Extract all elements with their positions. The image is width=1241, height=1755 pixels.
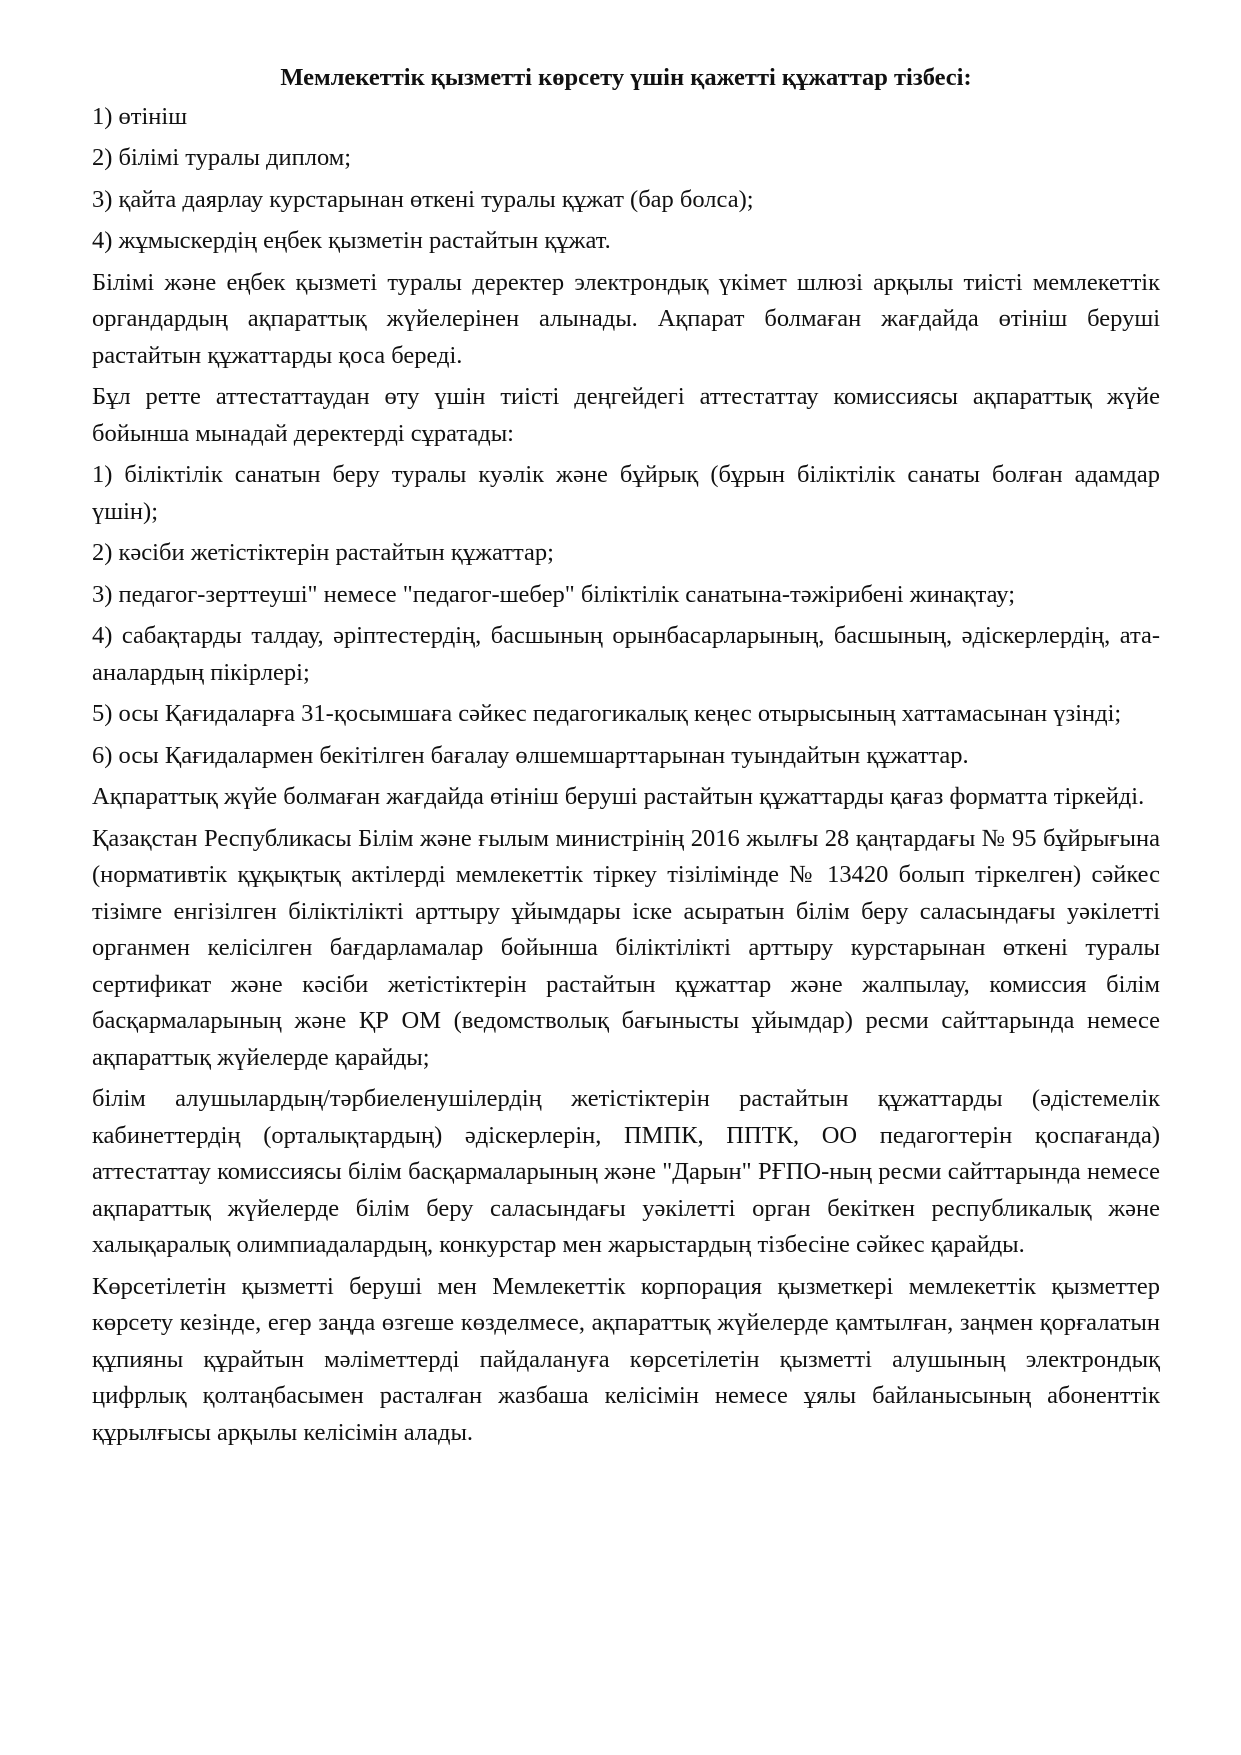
- list-item: 6) осы Қағидалармен бекітілген бағалау өлшемшарттарынан туындайтын құжаттар.: [92, 741, 969, 769]
- list-item: 4) жұмыскердің еңбек қызметін растайтын құжат.: [92, 227, 611, 254]
- list-item: 5) осы Қағидаларға 31-қосымшаға сәйкес педагогикалық кеңес отырысының хаттамасынан үзінді;: [92, 700, 1122, 727]
- list-item: 3) педагог-зерттеуші" немесе "педагог-шебер" біліктілік санатына-тәжірибені жинақтау;: [92, 580, 1016, 608]
- attestation-documents-list: [92, 457, 1160, 774]
- paragraph-consent: Көрсетілетін қызметті беруші мен Мемлекеттік корпорация қызметкері мемлекеттік қызметтер көрсету кезінде, егер заңда өзгеше көзделмесе, ақпараттық жүйелерде қамтылған, заңмен қорғалатын құпияны құрайтын мәліметтерді пайдалануға көрсетілетін қызметті алушының электрондық цифрлық қолтаңбасымен расталған жазбаша келісімін немесе ұялы байланысының абоненттік құрылғысы арқылы келісімін алады.: [92, 1272, 1160, 1446]
- list-item: 3) қайта даярлау курстарынан өткені туралы құжат (бар болса);: [92, 185, 754, 213]
- paragraph-data-sources: Білімі және еңбек қызметі туралы деректер электрондық үкімет шлюзі арқылы тиісті мемлекеттік органдардың ақпараттық жүйелерінен алынады. Ақпарат болмаған жағдайда өтініш беруші растайтын құжаттарды қоса береді.: [92, 268, 1160, 369]
- paragraph-attestation-request: Бұл ретте аттестаттаудан өту үшін тиісті деңгейдегі аттестаттау комиссиясы ақпараттық жүйе бойынша мынадай деректерді сұратады:: [92, 383, 1160, 447]
- paragraph-student-achievements: білім алушылардың/тәрбиеленушілердің жетістіктерін растайтын құжаттарды (әдістемелік кабинеттердің (орталықтардың) әдіскерлерін, ПМПК, ППТК, ОО педагогтерін қоспағанда) аттестаттау комиссиясы білім басқармаларының және "Дарын" РҒПО-ның ресми сайттарында немесе ақпараттық жүйелерде білім беру саласындағы уәкілетті орган бекіткен республикалық және халықаралық олимпиадалардың, конкурстар мен жарыстардың тізбесіне сәйкес қарайды.: [92, 1085, 1160, 1258]
- list-item: 4) сабақтарды талдау, әріптестердің, басшының орынбасарларының, басшының, әдіскерлердің, ата-аналардың пікірлері;: [92, 622, 1160, 686]
- list-item: 1) өтініш: [92, 102, 188, 130]
- list-item: 1) біліктілік санатын беру туралы куәлік және бұйрық (бұрын біліктілік санаты болған адамдар үшін);: [92, 461, 1160, 525]
- list-item: 2) білімі туралы диплом;: [92, 144, 352, 171]
- document-title: Мемлекеттік қызметті көрсету үшін қажетті құжаттар тізбесі:: [280, 64, 972, 91]
- list-item: 2) кәсіби жетістіктерін растайтын құжаттар;: [92, 539, 554, 566]
- required-documents-list: [92, 99, 1160, 260]
- paragraph-paper-format: Ақпараттық жүйе болмаған жағдайда өтініш беруші растайтын құжаттарды қағаз форматта тіркейді.: [92, 783, 1145, 810]
- paragraph-ministry-order: Қазақстан Республикасы Білім және ғылым министрінің 2016 жылғы 28 қаңтардағы № 95 бұйрығына (нормативтік құқықтық актілерді мемлекеттік тіркеу тізілімінде № 13420 болып тіркелген) сәйкес тізімге енгізілген біліктілікті арттыру ұйымдары іске асыратын білім беру саласындағы уәкілетті органмен келісілген бағдарламалар бойынша біліктілікті арттыру курстарынан өткені туралы сертификат және кәсіби жетістіктерін растайтын құжаттар және жалпылау, комиссия білім басқармаларының және ҚР ОМ (ведомстволық бағынысты ұйымдар) ресми сайттарында немесе ақпараттық жүйелерде қарайды;: [92, 824, 1160, 1071]
- document-body: [92, 60, 1160, 1456]
